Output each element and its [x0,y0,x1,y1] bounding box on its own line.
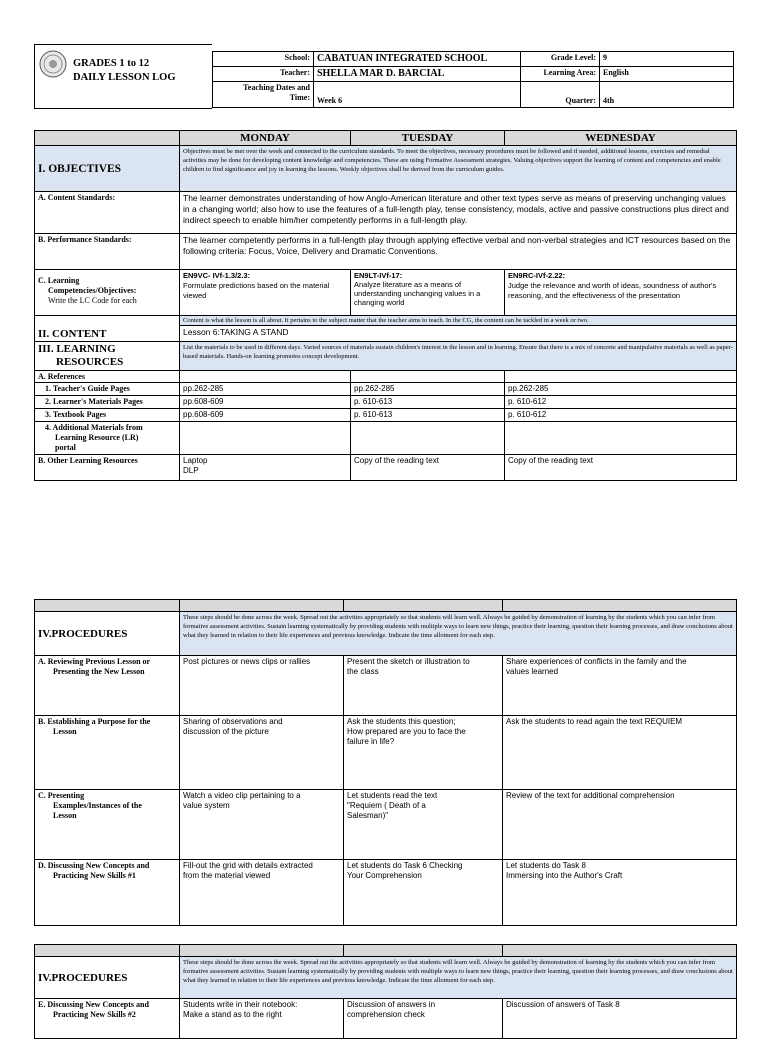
cell-line: Your Comprehension [347,871,422,880]
perf-std-text: The learner competently performs in a full-length play through applying effective verbal and non-verbal strategies and ICT resources based on the following criteria: Focus, Voice, Delivery and Dramatic Conventions. [180,234,737,270]
cell-line: Discussion of answers in [347,1000,436,1009]
day-tuesday: TUESDAY [351,131,505,146]
comp-code: EN9LT-IVf-17: [354,271,403,280]
other-wednesday: Copy of the reading text [505,455,737,481]
lr-label-line3: portal [55,443,76,452]
comp-text: Analyze literature as a means of understanding unchanging values in a changing world [354,280,481,307]
perf-std-label: B. Performance Standards: [35,234,180,270]
other-item: Laptop [183,456,208,465]
proc-row-a-label [35,656,180,716]
school-value: CABATUAN INTEGRATED SCHOOL [314,52,521,67]
proc-label-line: D. Discussing New Concepts and [38,861,150,870]
cell-line: "Requiem ( Death of a [347,801,426,810]
proc-label-line: Practicing New Skills #1 [53,871,136,880]
dates-value: Week 6 [314,82,521,108]
grade-value: 9 [600,52,734,67]
cell-line: failure in life? [347,737,395,746]
proc-b-tuesday [344,716,503,790]
resources-label-line1: III. LEARNING [38,343,116,355]
cell-line: Discussion of answers of Task 8 [506,1000,620,1009]
procedures2-label: IV.PROCEDURES [35,957,180,999]
lm-tuesday: p. 610-613 [351,396,505,409]
content-lesson: Lesson 6:TAKING A STAND [180,326,737,342]
proc-label-line: A. Reviewing Previous Lesson or [38,657,151,666]
cell-line: from the material viewed [183,871,271,880]
proc-d-tuesday [344,860,503,926]
resources-label-line2: RESOURCES [56,356,124,368]
lr-label-line2: Learning Resource (LR) [55,433,139,442]
resources-note: List the materials to be used in different days. Varied sources of materials sustain children's interest in the lesson and in learning. Ensure that there is a mix of concrete and manipulative materials as well as paper-based materials. Hands-on learning promotes concept development. [180,342,737,371]
proc-c-monday [180,790,344,860]
lm-monday: pp.608-609 [180,396,351,409]
cell-line: Present the sketch or illustration to [347,657,470,666]
proc-label-line: E. Discussing New Concepts and [38,1000,149,1009]
quarter-label: Quarter: [521,82,600,108]
comp-monday [180,270,351,316]
corner-cell [35,131,180,146]
proc-c-tuesday [344,790,503,860]
tg-label: 1. Teacher's Guide Pages [35,383,180,396]
procedures-note: These steps should be done across the week. Spread out the activities appropriately so that students will learn well. Always be guided by demonstration of learning by the students which you can infer from formative assessment activities. Sustain learning systematically by providing students with multiple ways to learn new things, practice their learning, question their learning processes, and draw conclusions about what they learned in relation to their life experiences and previous knowledge. Indicate the time allotment for each step. [180,612,737,656]
comp-text: Formulate predictions based on the material viewed [183,281,330,300]
deped-seal-icon [39,50,67,78]
cell-line: Watch a video clip pertaining to a [183,791,301,800]
proc-row-b-label [35,716,180,790]
tg-tuesday: pp.262-285 [351,383,505,396]
other-tuesday: Copy of the reading text [351,455,505,481]
cell-line: comprehension check [347,1010,425,1019]
cell-line: Let students do Task 6 Checking [347,861,463,870]
lr-label [35,422,180,455]
tb-wednesday: p. 610-612 [505,409,737,422]
procedures2-note: These steps should be done across the week. Spread out the activities appropriately so that students will learn well. Always be guided by demonstration of learning by the students which you can infer from formative assessment activities. Sustain learning systematically by providing students with multiple ways to learn new things, practice their learning, question their learning processes, and draw conclusions about what they learned in relation to their life experiences and previous knowledge. Indicate the time allotment for each step. [180,957,737,999]
proc-label-line: Examples/Instances of the [53,801,142,810]
cell-line: Fill-out the grid with details extracted [183,861,313,870]
objectives-table [34,130,737,481]
cell-line: Review of the text for additional comprehension [506,791,675,800]
content-note: Content is what the lesson is all about. It pertains to the subject matter that the teacher aims to teach. In the CG, the content can be tackled in a week or two. [180,316,737,326]
cell-line: Share experiences of conflicts in the family and the [506,657,687,666]
procedures-table [34,599,737,926]
header-table [212,51,734,108]
cell-line: Make a stand as to the right [183,1010,282,1019]
proc-b-monday [180,716,344,790]
cell-line: Ask the students this question; [347,717,456,726]
header-title-line2: DAILY LESSON LOG [73,72,176,83]
objectives-note: Objectives must be met over the week and connected to the curriculum standards. To meet the objectives, necessary procedures must be followed and if needed, additional lessons, exercises and remedial activities may be done for developing content knowledge and competencies. These are using Formative Assessment strategies. Valuing objectives support the learning of content and competencies and enable children to find significance and joy in learning the lessons. Weekly objectives shall be derived from the curriculum guides. [180,146,737,192]
comp-code: EN9VC- IVf-1.3/2.3: [183,271,251,280]
proc-d-wednesday [503,860,737,926]
proc-label-line: Practicing New Skills #2 [53,1010,136,1019]
quarter-value: 4th [600,82,734,108]
other-item: DLP [183,466,199,475]
tg-wednesday: pp.262-285 [505,383,737,396]
competencies-label [35,270,180,316]
proc-e-wednesday [503,999,737,1039]
other-label: B. Other Learning Resources [35,455,180,481]
cell-line: the class [347,667,379,676]
tb-monday: pp.608-609 [180,409,351,422]
comp-tuesday [351,270,505,316]
header-title-line1: GRADES 1 to 12 [73,58,150,69]
area-value: English [600,67,734,82]
proc-d-monday [180,860,344,926]
dates-label [213,82,314,108]
day-monday: MONDAY [180,131,351,146]
cell-line: values learned [506,667,559,676]
area-label: Learning Area: [521,67,600,82]
proc-label-line: B. Establishing a Purpose for the [38,717,151,726]
tb-tuesday: p. 610-613 [351,409,505,422]
comp-label-line3: Write the LC Code for each [48,296,137,305]
day-wednesday: WEDNESDAY [505,131,737,146]
lr-label-line1: 4. Additional Materials from [45,423,143,432]
comp-code: EN9RC-IVf-2.22: [508,271,566,280]
comp-label-line2: Competencies/Objectives: [48,286,137,295]
proc-label-line: Lesson [53,727,77,736]
proc-label-line: Lesson [53,811,77,820]
proc-label-line: Presenting the New Lesson [53,667,145,676]
procedures-table-2 [34,944,737,1039]
proc-e-monday [180,999,344,1039]
resources-label [35,342,180,371]
comp-wednesday [505,270,737,316]
proc-e-tuesday [344,999,503,1039]
cell-line: Students write in their notebook: [183,1000,298,1009]
cell-line: Sharing of observations and [183,717,283,726]
content-label: II. CONTENT [35,316,180,342]
proc-row-c-label [35,790,180,860]
cell-line: Let students do Task 8 [506,861,586,870]
comp-text: Judge the relevance and worth of ideas, soundness of author's reasoning, and the effectiveness of the presentation [508,281,717,300]
proc-c-wednesday [503,790,737,860]
cell-line: How prepared are you to face the [347,727,466,736]
teacher-value: SHELLA MAR D. BARCIAL [314,67,521,82]
lm-label: 2. Learner's Materials Pages [35,396,180,409]
content-std-text: The learner demonstrates understanding of how Anglo-American literature and other text types serve as means of preserving unchanging values in a changing world; also how to use the features of a full-length play, tense consistency, modals, active and passive constructions plus direct and indirect speech to enable him/her competently performs in a full-length play. [180,192,737,234]
objectives-label: I. OBJECTIVES [35,146,180,192]
comp-label-line1: C. Learning [38,276,80,285]
cell-line: discussion of the picture [183,727,269,736]
other-monday [180,455,351,481]
proc-row-e-label [35,999,180,1039]
teacher-label: Teacher: [213,67,314,82]
references-label: A. References [35,371,180,383]
cell-line: Ask the students to read again the text REQUIEM [506,717,683,726]
proc-a-monday [180,656,344,716]
cell-line: Salesman)" [347,811,389,820]
school-label: School: [213,52,314,67]
content-std-label: A. Content Standards: [35,192,180,234]
tg-monday: pp.262-285 [180,383,351,396]
dates-label-line2: Time: [289,93,310,102]
proc-a-tuesday [344,656,503,716]
dates-label-line1: Teaching Dates and [243,83,310,92]
cell-line: value system [183,801,230,810]
grade-label: Grade Level: [521,52,600,67]
cell-line: Post pictures or news clips or rallies [183,657,311,666]
tb-label: 3. Textbook Pages [35,409,180,422]
proc-label-line: C. Presenting [38,791,85,800]
cell-line: Immersing into the Author's Craft [506,871,623,880]
proc-row-d-label [35,860,180,926]
header-block [34,44,212,109]
proc-b-wednesday [503,716,737,790]
proc-a-wednesday [503,656,737,716]
procedures-label: IV.PROCEDURES [35,612,180,656]
lm-wednesday: p. 610-612 [505,396,737,409]
cell-line: Let students read the text [347,791,438,800]
